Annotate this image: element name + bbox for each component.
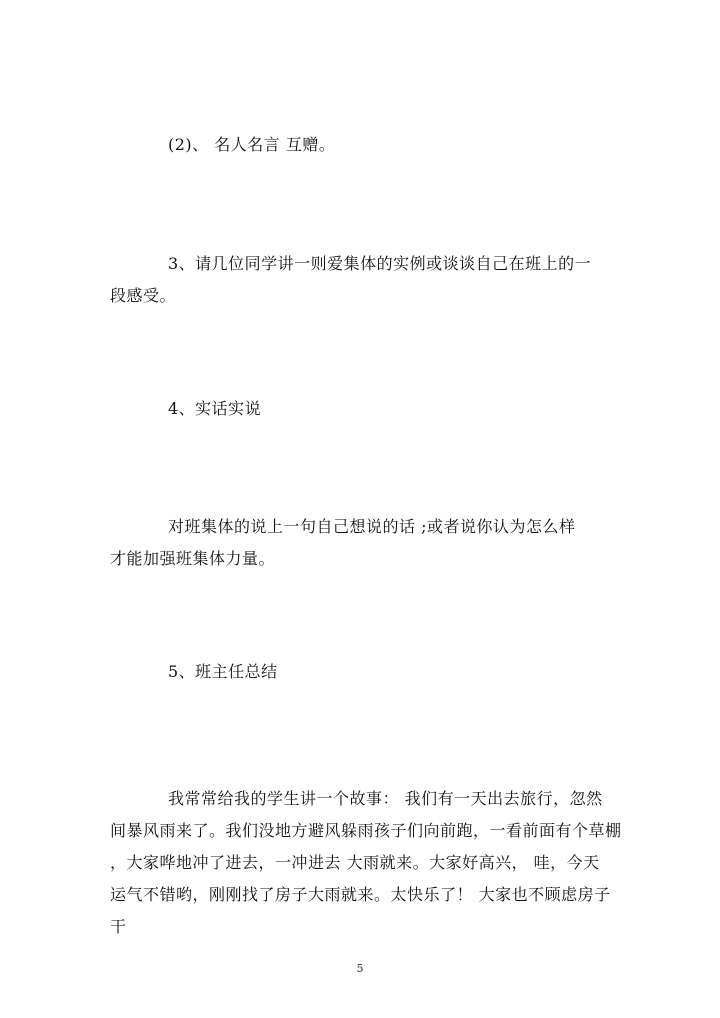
item-5-heading: 5、班主任总结 bbox=[168, 662, 278, 681]
item-3-line-2: 段感受。 bbox=[110, 286, 177, 305]
item-4-body-line-2: 才能加强班集体力量。 bbox=[110, 549, 276, 568]
story-line-4: 运气不错哟，刚刚找了房子大雨就来。太快乐了！ 大家也不顾虑房子 bbox=[110, 885, 611, 904]
item-4-heading: 4、实话实说 bbox=[168, 399, 262, 418]
story-line-1: 我常常给我的学生讲一个故事： 我们有一天出去旅行，忽然 bbox=[168, 789, 603, 808]
story-line-2: 间暴风雨来了。我们没地方避风躲雨孩子们向前跑，一看前面有个草棚 bbox=[110, 821, 622, 840]
item-2-heading: (2)、 名人名言 互赠。 bbox=[168, 135, 336, 154]
story-line-3: ，大家哗地冲了进去，一冲进去 大雨就来。大家好高兴， 哇，今天 bbox=[110, 853, 600, 872]
item-3-line-1: 3、请几位同学讲一则爱集体的实例或谈谈自己在班上的一 bbox=[168, 254, 592, 273]
page-number: 5 bbox=[356, 962, 364, 975]
story-line-5: 干 bbox=[110, 917, 127, 936]
item-4-body-line-1: 对班集体的说上一句自己想说的话 ;或者说你认为怎么样 bbox=[168, 517, 576, 536]
